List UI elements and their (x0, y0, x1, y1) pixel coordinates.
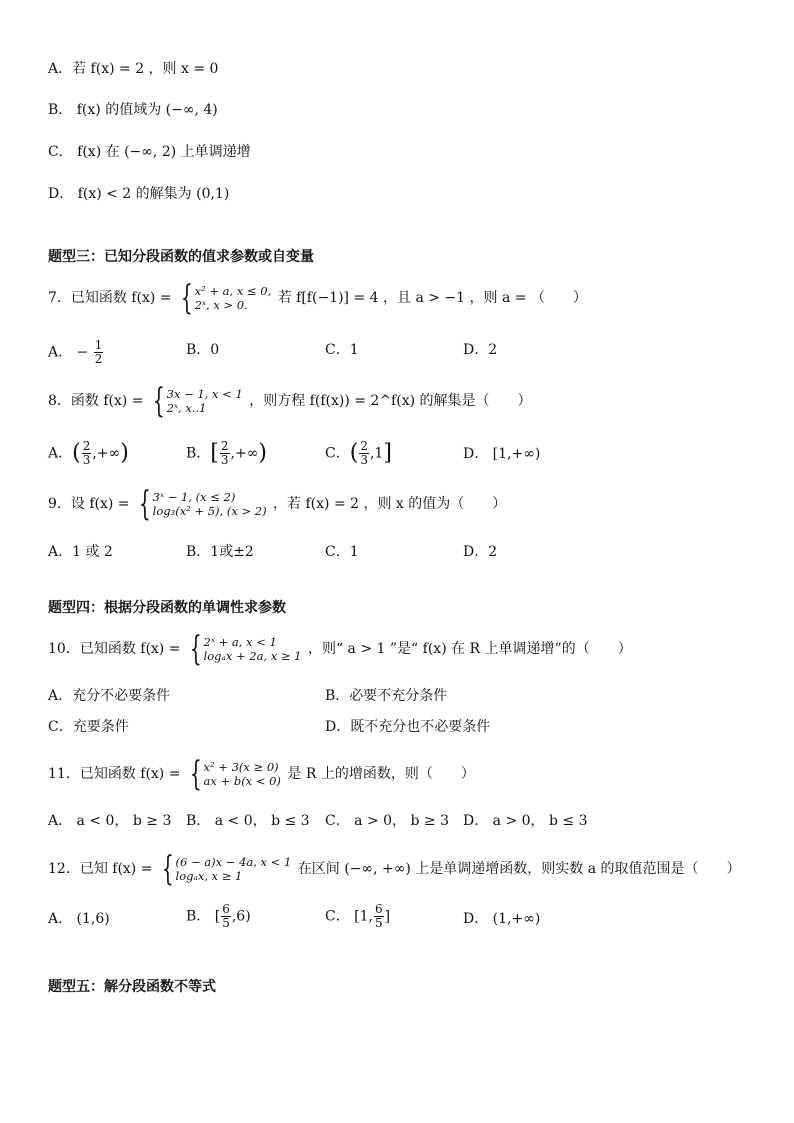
fraction-numerator: 2 (82, 439, 91, 453)
q12-option-a: A． (1,6) (48, 911, 110, 927)
fraction-numerator: 6 (374, 902, 383, 916)
fraction-numerator: 6 (222, 902, 230, 916)
question-8 (48, 381, 532, 421)
q12-suffix: 在区间 (−∞, +∞) 上是单调递增函数，则实数 a 的取值范围是（ ） (297, 861, 741, 877)
q11-case-1: x² + 3(x ≥ 0) (203, 760, 279, 774)
q8-option-a-fraction (82, 440, 92, 467)
q10-case-1: 2ˣ + a, x < 1 (203, 635, 277, 649)
fraction-numerator: 1 (94, 338, 103, 352)
q10-option-c: C．充要条件 (48, 719, 129, 735)
q8-option-b: B．[ $\frac{2}{3}$ ,+∞) (186, 439, 267, 467)
q8-option-a-label: A． (48, 445, 73, 462)
q7-prefix: 7．已知函数 f(x) = (48, 290, 172, 306)
fraction-denominator: 5 (374, 916, 383, 930)
q7-option-a-label: A． − (48, 344, 89, 361)
question-12 (48, 849, 741, 889)
q8-option-b-label: B． (186, 445, 211, 462)
section-heading-5: 题型五：解分段函数不等式 (48, 979, 216, 995)
q8-option-d: D． [1,+∞) (463, 446, 541, 462)
fraction-denominator: 3 (82, 453, 91, 467)
prev-option-a: A．若 f(x) = 2 ，则 x = 0 (48, 61, 219, 77)
q12-piecewise (159, 849, 292, 889)
q9-option-c: C．1 (325, 544, 359, 560)
q10-prefix: 10．已知函数 f(x) = (48, 641, 181, 657)
q8-option-c-fraction (359, 440, 369, 467)
q11-option-b: B． a < 0， b ≤ 3 (186, 813, 310, 829)
q7-case-1: x² + a, x ≤ 0, (194, 284, 272, 298)
q11-option-c: C． a > 0， b ≥ 3 (325, 813, 449, 829)
q8-option-b-rest: ,+∞ (230, 445, 259, 462)
q12-option-d: D． (1,+∞) (463, 911, 541, 927)
q12-option-c-label: C． [1, (325, 908, 373, 925)
q10-option-a: A．充分不必要条件 (48, 688, 171, 704)
brace-icon: { (180, 278, 193, 318)
q9-case-2: log₃(x² + 5), (x > 2) (152, 504, 267, 518)
q7-option-b: B．0 (186, 342, 220, 358)
q9-option-b: B．1或±2 (186, 544, 254, 560)
q11-suffix: 是 R 上的增函数，则（ ） (287, 766, 475, 782)
q8-option-a: A．( $\frac{2}{3}$ ,+∞) (48, 439, 129, 467)
q7-case-2: 2ˣ, x > 0. (194, 298, 248, 312)
q9-case-1: 3ˣ − 1, (x ≤ 2) (152, 490, 236, 504)
q12-case-2: logₐx, x ≥ 1 (175, 869, 243, 883)
brace-icon: { (189, 754, 202, 794)
q7-option-c: C．1 (325, 342, 359, 358)
q7-option-a-fraction (94, 339, 104, 366)
q7-suffix: 若 f[f(−1)] = 4 ，且 a > −1 ，则 a = （ ） (277, 290, 587, 306)
q11-prefix: 11．已知函数 f(x) = (48, 766, 181, 782)
prev-option-d: D． f(x) < 2 的解集为 (0,1) (48, 186, 230, 202)
q11-option-a: A． a < 0， b ≥ 3 (48, 813, 172, 829)
prev-option-b: B． f(x) 的值域为 (−∞, 4) (48, 102, 218, 118)
q10-case-2: logₐx + 2a, x ≥ 1 (203, 649, 302, 663)
q8-option-c-rest: ,1 (369, 445, 384, 462)
q12-option-b-fraction (221, 903, 231, 930)
q10-option-b: B．必要不充分条件 (325, 688, 448, 704)
q9-piecewise (136, 484, 267, 524)
question-7 (48, 278, 587, 318)
q8-option-c-label: C． (325, 445, 350, 462)
q10-option-d: D．既不充分也不必要条件 (325, 719, 491, 735)
brace-icon: { (189, 629, 202, 669)
fraction-numerator: 2 (220, 439, 229, 453)
q8-suffix: ，则方程 f(f(x)) = 2^f(x) 的解集是（ ） (249, 393, 532, 409)
q9-prefix: 9．设 f(x) = (48, 496, 130, 512)
q12-option-c-fraction (374, 903, 384, 930)
q10-piecewise (187, 629, 302, 669)
q12-option-b-label: B． [ (186, 908, 221, 925)
section-heading-3: 题型三：已知分段函数的值求参数或自变量 (48, 249, 314, 265)
q7-option-d: D．2 (463, 342, 498, 358)
q12-option-c (325, 903, 390, 930)
q11-piecewise (187, 754, 281, 794)
fraction-denominator: 3 (360, 453, 368, 467)
q8-option-b-fraction (220, 440, 230, 467)
q12-option-c-rest: ] (384, 908, 391, 925)
fraction-numerator: 2 (360, 439, 368, 453)
q9-option-d: D．2 (463, 544, 498, 560)
q12-case-1: (6 − a)x − 4a, x < 1 (175, 855, 292, 869)
q10-suffix: ，则“ a > 1 ”是“ f(x) 在 R 上单调递增”的（ ） (307, 641, 632, 657)
q7-option-a (48, 339, 104, 366)
q11-case-2: ax + b(x < 0) (203, 774, 281, 788)
brace-icon: { (161, 849, 174, 889)
q7-piecewise (178, 278, 272, 318)
q8-piecewise (150, 381, 243, 421)
question-10 (48, 629, 632, 669)
fraction-denominator: 3 (220, 453, 229, 467)
q12-prefix: 12．已知 f(x) = (48, 861, 153, 877)
q8-prefix: 8．函数 f(x) = (48, 393, 144, 409)
prev-option-c: C． f(x) 在 (−∞, 2) 上单调递增 (48, 144, 251, 160)
q12-option-b-rest: ,6) (231, 908, 251, 925)
q8-option-a-rest: ,+∞ (92, 445, 121, 462)
q8-option-c: C．( $\frac{2}{3}$ ,1] (325, 439, 392, 467)
q8-case-2: 2ˣ, x..1 (166, 401, 207, 415)
question-11 (48, 754, 475, 794)
brace-icon: { (152, 381, 165, 421)
q11-option-d: D． a > 0， b ≤ 3 (463, 813, 588, 829)
q8-case-1: 3x − 1, x < 1 (166, 387, 243, 401)
q12-option-b (186, 903, 251, 930)
fraction-denominator: 5 (222, 916, 230, 930)
q9-suffix: ，若 f(x) = 2 ，则 x 的值为（ ） (273, 496, 507, 512)
section-heading-4: 题型四：根据分段函数的单调性求参数 (48, 600, 286, 616)
q9-option-a: A．1 或 2 (48, 544, 113, 560)
brace-icon: { (138, 484, 151, 524)
fraction-denominator: 2 (94, 352, 103, 366)
question-9 (48, 484, 507, 524)
